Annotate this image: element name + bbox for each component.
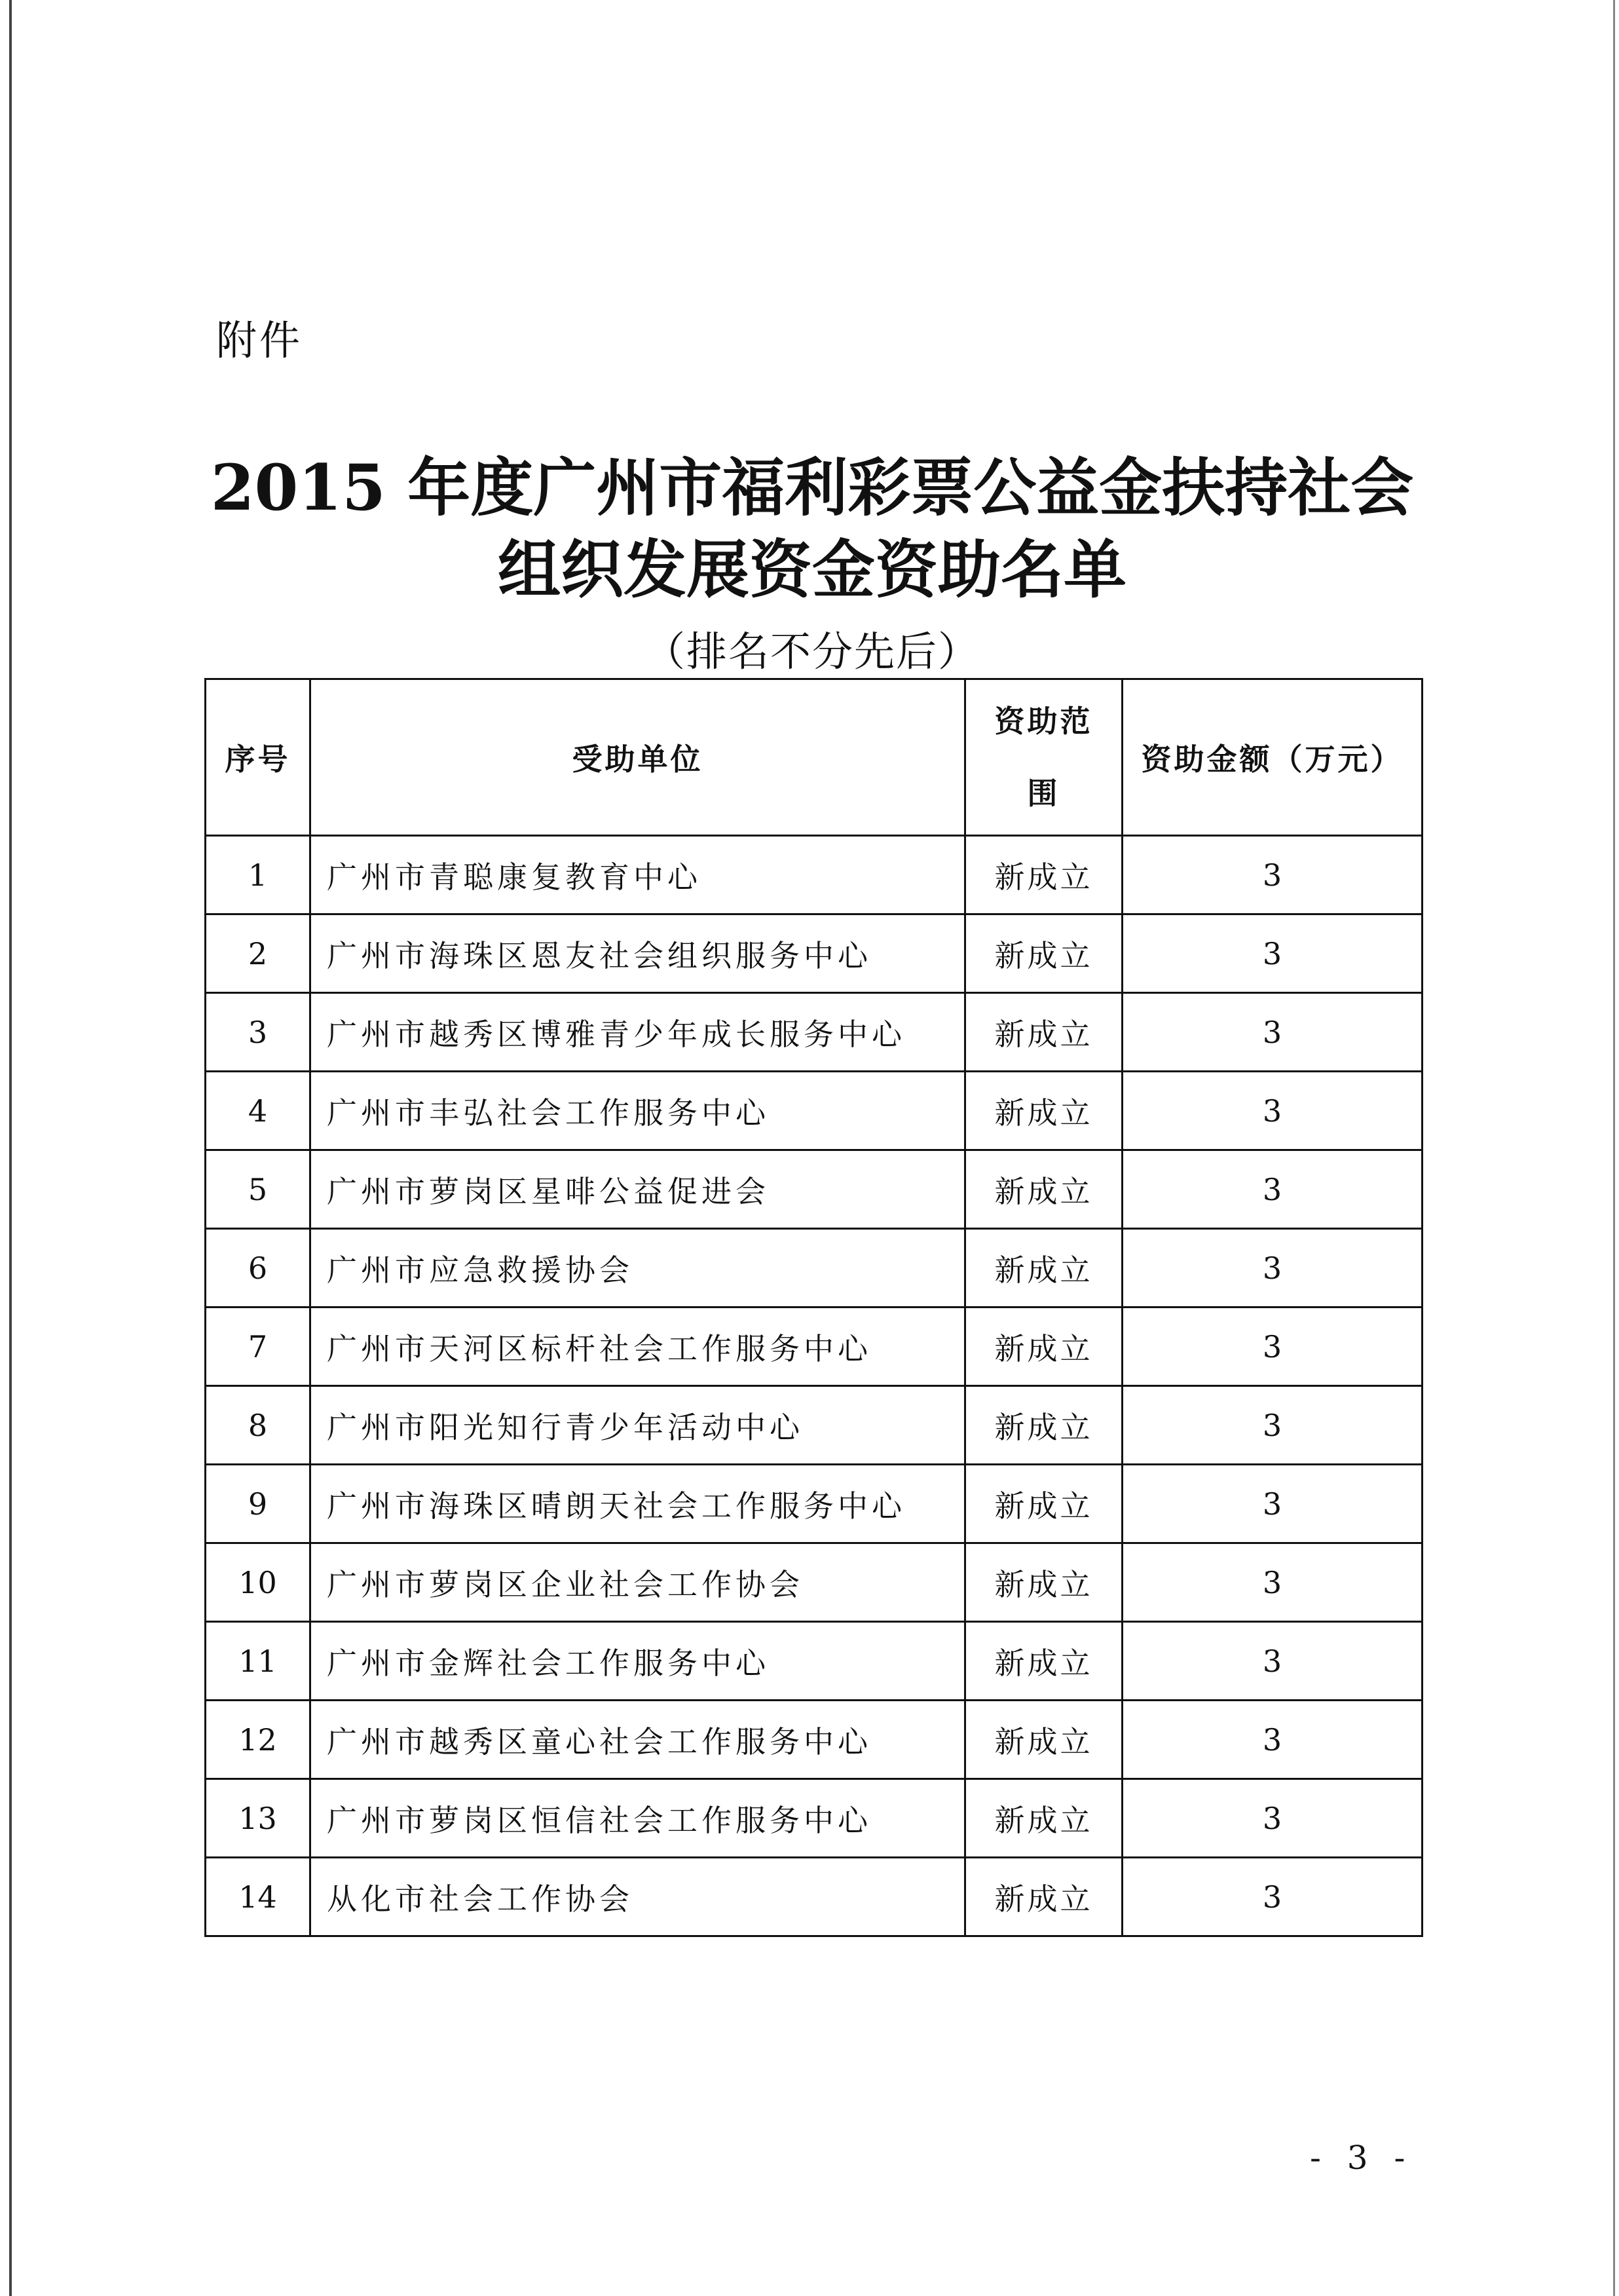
table-header-row [206,679,1423,836]
cell-index: 2 [206,914,310,993]
cell-scope: 新成立 [965,914,1123,993]
cell-scope: 新成立 [965,1543,1123,1622]
scan-edge-left [9,0,12,2296]
cell-scope: 新成立 [965,1465,1123,1543]
cell-amount: 3 [1123,914,1423,993]
cell-index: 7 [206,1308,310,1386]
header-scope: 资助范围 [965,679,1123,836]
table-row [206,1072,1423,1150]
table-row [206,914,1423,993]
cell-index: 5 [206,1150,310,1229]
table-row [206,1150,1423,1229]
header-index: 序号 [206,679,310,836]
cell-index: 4 [206,1072,310,1150]
cell-index: 14 [206,1858,310,1936]
document-title-line-1: 2015 年度广州市福利彩票公益金扶持社会 [210,451,1414,525]
cell-amount: 3 [1123,1858,1423,1936]
cell-unit: 广州市萝岗区星啡公益促进会 [310,1150,965,1229]
cell-unit: 从化市社会工作协会 [310,1858,965,1936]
table-body [206,836,1423,1936]
cell-index: 11 [206,1622,310,1701]
cell-index: 8 [206,1386,310,1465]
header-amount: 资助金额（万元） [1123,679,1423,836]
cell-unit: 广州市萝岗区恒信社会工作服务中心 [310,1779,965,1858]
cell-amount: 3 [1123,1308,1423,1386]
cell-index: 12 [206,1701,310,1779]
table-row [206,1622,1423,1701]
header-unit: 受助单位 [310,679,965,836]
cell-index: 10 [206,1543,310,1622]
cell-scope: 新成立 [965,1229,1123,1308]
cell-scope: 新成立 [965,836,1123,914]
table-row [206,1858,1423,1936]
funding-table [204,678,1423,1937]
cell-index: 3 [206,993,310,1072]
table-row [206,1229,1423,1308]
cell-index: 13 [206,1779,310,1858]
cell-unit: 广州市丰弘社会工作服务中心 [310,1072,965,1150]
cell-scope: 新成立 [965,1858,1123,1936]
cell-unit: 广州市越秀区童心社会工作服务中心 [310,1701,965,1779]
document-title-line-2: 组织发展资金资助名单 [498,533,1126,607]
cell-amount: 3 [1123,1386,1423,1465]
cell-unit: 广州市海珠区恩友社会组织服务中心 [310,914,965,993]
table-row [206,1386,1423,1465]
cell-amount: 3 [1123,1543,1423,1622]
cell-scope: 新成立 [965,993,1123,1072]
cell-unit: 广州市阳光知行青少年活动中心 [310,1386,965,1465]
cell-amount: 3 [1123,1150,1423,1229]
cell-amount: 3 [1123,1779,1423,1858]
cell-amount: 3 [1123,1701,1423,1779]
document-subtitle: （排名不分先后） [644,628,980,675]
page-number: - 3 - [1310,2139,1413,2177]
cell-unit: 广州市海珠区晴朗天社会工作服务中心 [310,1465,965,1543]
table-row [206,1701,1423,1779]
cell-index: 9 [206,1465,310,1543]
cell-amount: 3 [1123,1229,1423,1308]
table-row [206,836,1423,914]
cell-scope: 新成立 [965,1779,1123,1858]
cell-scope: 新成立 [965,1308,1123,1386]
cell-unit: 广州市天河区标杆社会工作服务中心 [310,1308,965,1386]
cell-unit: 广州市萝岗区企业社会工作协会 [310,1543,965,1622]
cell-amount: 3 [1123,836,1423,914]
cell-amount: 3 [1123,1465,1423,1543]
cell-amount: 3 [1123,993,1423,1072]
cell-scope: 新成立 [965,1150,1123,1229]
table-row [206,1465,1423,1543]
cell-amount: 3 [1123,1072,1423,1150]
cell-unit: 广州市越秀区博雅青少年成长服务中心 [310,993,965,1072]
attachment-label: 附件 [216,316,303,364]
cell-index: 6 [206,1229,310,1308]
cell-index: 1 [206,836,310,914]
scan-edge-right [1613,0,1615,2296]
table-row [206,1543,1423,1622]
cell-scope: 新成立 [965,1701,1123,1779]
cell-unit: 广州市青聪康复教育中心 [310,836,965,914]
cell-unit: 广州市金辉社会工作服务中心 [310,1622,965,1701]
table-row [206,1308,1423,1386]
table-row [206,993,1423,1072]
cell-unit: 广州市应急救援协会 [310,1229,965,1308]
table-row [206,1779,1423,1858]
cell-scope: 新成立 [965,1386,1123,1465]
cell-scope: 新成立 [965,1622,1123,1701]
cell-scope: 新成立 [965,1072,1123,1150]
cell-amount: 3 [1123,1622,1423,1701]
